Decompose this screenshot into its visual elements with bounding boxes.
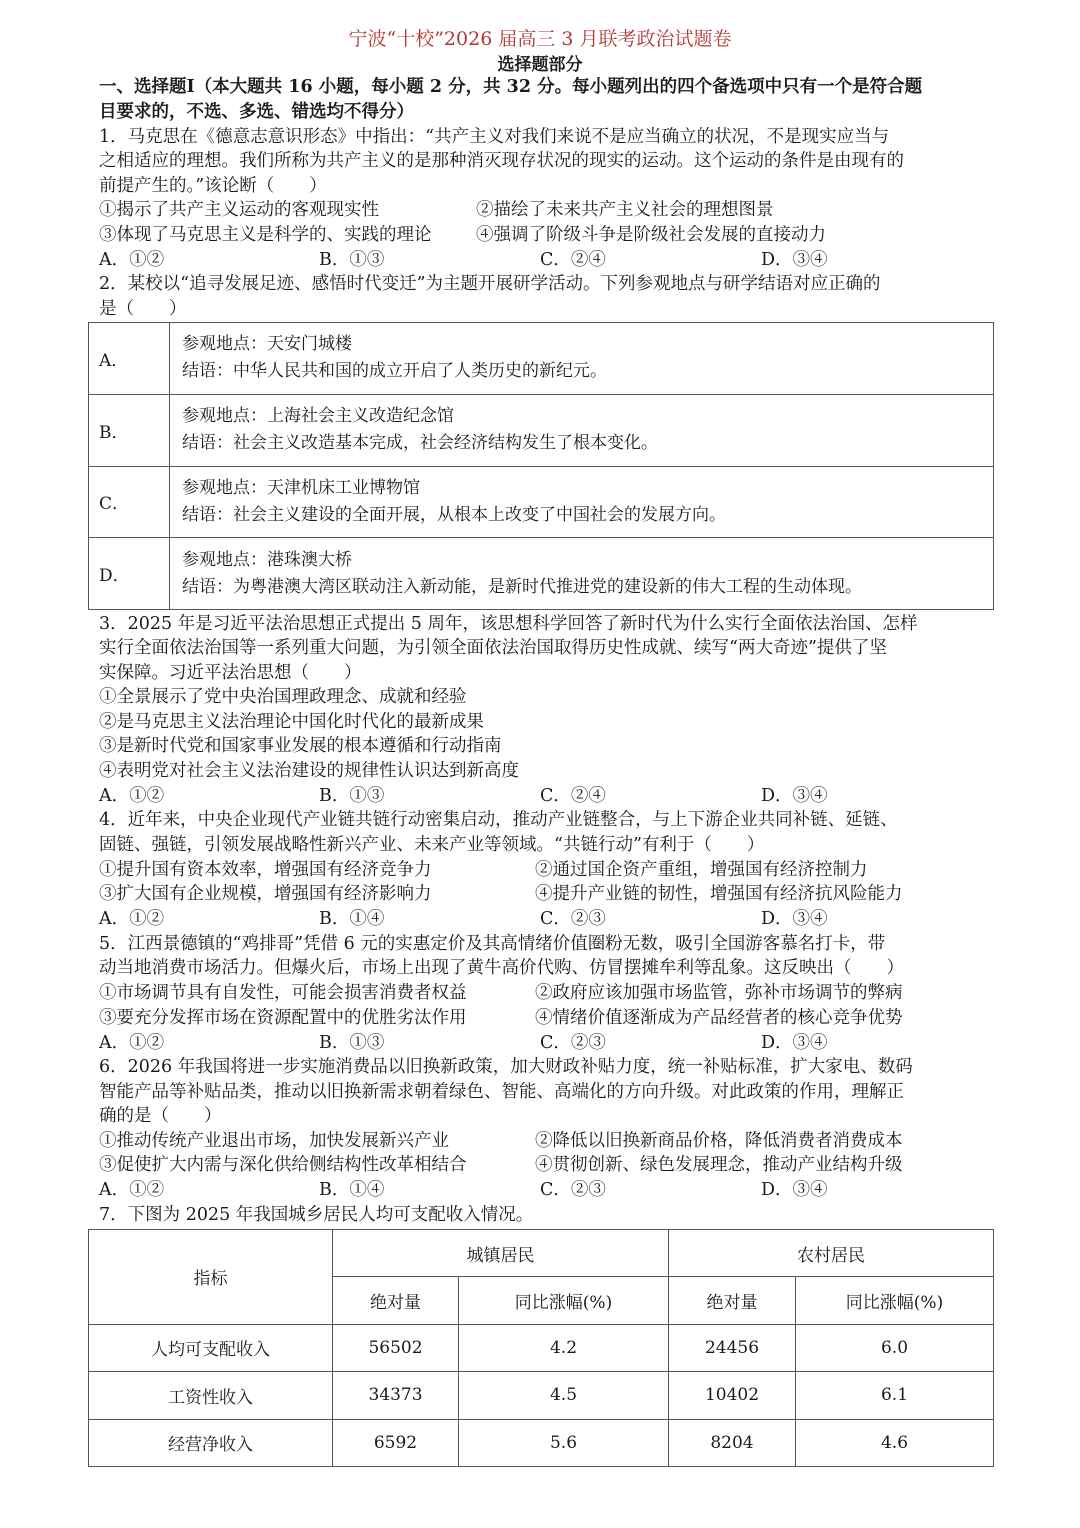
q5-choice-c: C．②③ <box>540 1033 606 1053</box>
q6-choice-b: B．①④ <box>319 1180 385 1200</box>
q3-item-4: ④表明党对社会主义法治建设的规律性认识达到新高度 <box>99 761 519 781</box>
table-group-header-rural: 农村居民 <box>669 1230 994 1277</box>
q2-row-label: D． <box>89 538 170 610</box>
table-cell: 4.6 <box>796 1419 994 1466</box>
section-subtitle: 选择题部分 <box>497 55 583 75</box>
table-cell: 10402 <box>669 1372 796 1419</box>
section-instruction-line-1: 一、选择题I（本大题共 16 小题，每小题 2 分，共 32 分。每小题列出的四个备选项中只有一个是符合题 <box>99 77 923 97</box>
q4-item-2: ②通过国企资产重组，增强国有经济控制力 <box>535 860 868 880</box>
q5-choice-b: B．①③ <box>319 1033 385 1053</box>
q5-item-4: ④情绪价值逐渐成为产品经营者的核心竞争优势 <box>535 1008 903 1028</box>
q3-choice-b: B．①③ <box>319 786 385 806</box>
q3-stem-line-3: 实保障。习近平法治思想（ ） <box>99 663 362 683</box>
q1-item-4: ④强调了阶级斗争是阶级社会发展的直接动力 <box>476 225 826 245</box>
q2-row-summary: 结语：社会主义改造基本完成，社会经济结构发生了根本变化。 <box>182 433 658 454</box>
q5-stem-line-2: 动当地消费市场活力。但爆火后，市场上出现了黄牛高价代购、仿冒摆摊牟利等乱象。这反映出（ ） <box>99 958 904 978</box>
q4-stem-line-1: 4．近年来，中央企业现代产业链共链行动密集启动，推动产业链整合，与上下游企业共同补链、延链、 <box>99 810 898 830</box>
table-row <box>89 538 994 610</box>
q6-choice-a: A．①② <box>99 1180 165 1200</box>
q2-row-content <box>170 323 994 395</box>
q4-choice-d: D．③④ <box>761 909 828 929</box>
q4-choice-c: C．②③ <box>540 909 606 929</box>
q4-item-3: ③扩大国有企业规模，增强国有经济影响力 <box>99 884 432 904</box>
q1-stem-line-1: 1．马克思在《德意志意识形态》中指出：“共产主义对我们来说不是应当确立的状况，不是现实应当与 <box>99 127 890 147</box>
table-row-header: 工资性收入 <box>89 1372 333 1419</box>
table-row <box>89 466 994 538</box>
q3-item-1: ①全景展示了党中央治国理政理念、成就和经验 <box>99 687 467 707</box>
table-cell: 6.0 <box>796 1324 994 1371</box>
q1-item-2: ②描绘了未来共产主义社会的理想图景 <box>476 200 774 220</box>
q4-item-1: ①提升国有资本效率，增强国有经济竞争力 <box>99 860 432 880</box>
table-row <box>89 1324 994 1371</box>
q6-item-3: ③促使扩大内需与深化供给侧结构性改革相结合 <box>99 1155 467 1175</box>
q1-stem-line-3: 前提产生的。”该论断（ ） <box>99 176 327 196</box>
q2-row-summary: 结语：中华人民共和国的成立开启了人类历史的新纪元。 <box>182 361 607 382</box>
q5-item-3: ③要充分发挥市场在资源配置中的优胜劣汰作用 <box>99 1008 467 1028</box>
q2-row-label: C． <box>89 466 170 538</box>
q2-row-label: B． <box>89 394 170 466</box>
q7-stem: 7．下图为 2025 年我国城乡居民人均可支配收入情况。 <box>99 1205 534 1225</box>
q6-stem-line-2: 智能产品等补贴品类，推动以旧换新需求朝着绿色、智能、高端化的方向升级。对此政策的作用，理解正 <box>99 1082 904 1102</box>
table-header-row <box>89 1230 994 1277</box>
q1-choice-a: A．①② <box>99 250 165 270</box>
q4-choice-b: B．①④ <box>319 909 385 929</box>
q6-item-2: ②降低以旧换新商品价格，降低消费者消费成本 <box>535 1131 903 1151</box>
q5-stem-line-1: 5．江西景德镇的“鸡排哥”凭借 6 元的实惠定价及其高情绪价值圈粉无数，吸引全国游客慕名打卡，带 <box>99 934 886 954</box>
table-subheader: 绝对量 <box>333 1277 459 1324</box>
q5-choice-a: A．①② <box>99 1033 165 1053</box>
table-cell: 6.1 <box>796 1372 994 1419</box>
q1-choice-b: B．①③ <box>319 250 385 270</box>
q5-item-2: ②政府应该加强市场监管，弥补市场调节的弊病 <box>535 983 903 1003</box>
q4-choice-a: A．①② <box>99 909 165 929</box>
table-cell: 34373 <box>333 1372 459 1419</box>
q2-row-summary: 结语：为粤港澳大湾区联动注入新动能，是新时代推进党的建设新的伟大工程的生动体现。 <box>182 576 862 597</box>
q3-stem-line-1: 3．2025 年是习近平法治思想正式提出 5 周年，该思想科学回答了新时代为什么实行全面依法治国、怎样 <box>99 614 918 634</box>
q1-item-1: ①揭示了共产主义运动的客观现实性 <box>99 200 379 220</box>
q2-row-content <box>170 394 994 466</box>
exam-title: 宁波“十校”2026 届高三 3 月联考政治试题卷 <box>348 28 732 50</box>
table-corner-header: 指标 <box>89 1230 333 1325</box>
table-subheader: 同比涨幅(%) <box>459 1277 669 1324</box>
q5-choice-d: D．③④ <box>761 1033 828 1053</box>
q2-row-place: 参观地点：天安门城楼 <box>182 334 352 355</box>
table-subheader: 绝对量 <box>669 1277 796 1324</box>
table-cell: 4.5 <box>459 1372 669 1419</box>
q1-stem-line-2: 之相适应的理想。我们所称为共产主义的是那种消灭现存状况的现实的运动。这个运动的条件是由现有的 <box>99 151 904 171</box>
q6-item-1: ①推动传统产业退出市场，加快发展新兴产业 <box>99 1131 449 1151</box>
table-row <box>89 1372 994 1419</box>
q2-options-table <box>88 322 994 610</box>
q4-item-4: ④提升产业链的韧性，增强国有经济抗风险能力 <box>535 884 903 904</box>
q2-row-content <box>170 538 994 610</box>
q1-choice-c: C．②④ <box>540 250 606 270</box>
q3-choice-c: C．②④ <box>540 786 606 806</box>
table-cell: 5.6 <box>459 1419 669 1466</box>
q1-choice-d: D．③④ <box>761 250 828 270</box>
q3-choice-a: A．①② <box>99 786 165 806</box>
q2-stem-line-2: 是（ ） <box>99 299 187 319</box>
q6-item-4: ④贯彻创新、绿色发展理念，推动产业结构升级 <box>535 1155 903 1175</box>
table-row-header: 经营净收入 <box>89 1419 333 1466</box>
q1-item-3: ③体现了马克思主义是科学的、实践的理论 <box>99 225 432 245</box>
q6-choice-c: C．②③ <box>540 1180 606 1200</box>
q2-row-place: 参观地点：天津机床工业博物馆 <box>182 477 420 498</box>
table-cell: 56502 <box>333 1324 459 1371</box>
table-row <box>89 323 994 395</box>
table-row <box>89 394 994 466</box>
table-cell: 4.2 <box>459 1324 669 1371</box>
q2-row-summary: 结语：社会主义建设的全面开展，从根本上改变了中国社会的发展方向。 <box>182 504 726 525</box>
q6-choice-d: D．③④ <box>761 1180 828 1200</box>
section-instruction-line-2: 目要求的，不选、多选、错选均不得分） <box>99 102 414 122</box>
q2-row-place: 参观地点：港珠澳大桥 <box>182 549 352 570</box>
q4-stem-line-2: 固链、强链，引领发展战略性新兴产业、未来产业等领域。“共链行动”有利于（ ） <box>99 835 765 855</box>
q2-stem-line-1: 2．某校以“追寻发展足迹、感悟时代变迁”为主题开展研学活动。下列参观地点与研学结语对应正确的 <box>99 274 881 294</box>
q3-item-3: ③是新时代党和国家事业发展的根本遵循和行动指南 <box>99 736 502 756</box>
table-row <box>89 1419 994 1466</box>
q5-item-1: ①市场调节具有自发性，可能会损害消费者权益 <box>99 983 467 1003</box>
q3-choice-d: D．③④ <box>761 786 828 806</box>
table-group-header-urban: 城镇居民 <box>333 1230 669 1277</box>
q2-row-place: 参观地点：上海社会主义改造纪念馆 <box>182 406 454 427</box>
table-row-header: 人均可支配收入 <box>89 1324 333 1371</box>
table-subheader: 同比涨幅(%) <box>796 1277 994 1324</box>
table-cell: 6592 <box>333 1419 459 1466</box>
q6-stem-line-1: 6．2026 年我国将进一步实施消费品以旧换新政策，加大财政补贴力度，统一补贴标准，扩大家电、数码 <box>99 1057 913 1077</box>
q7-income-table <box>88 1229 994 1467</box>
table-cell: 24456 <box>669 1324 796 1371</box>
q3-stem-line-2: 实行全面依法治国等一系列重大问题，为引领全面依法治国取得历史性成就、续写“两大奇迹”提供了坚 <box>99 638 887 658</box>
q2-row-content <box>170 466 994 538</box>
q6-stem-line-3: 确的是（ ） <box>99 1106 222 1126</box>
q2-row-label: A． <box>89 323 170 395</box>
q3-item-2: ②是马克思主义法治理论中国化时代化的最新成果 <box>99 712 484 732</box>
table-cell: 8204 <box>669 1419 796 1466</box>
